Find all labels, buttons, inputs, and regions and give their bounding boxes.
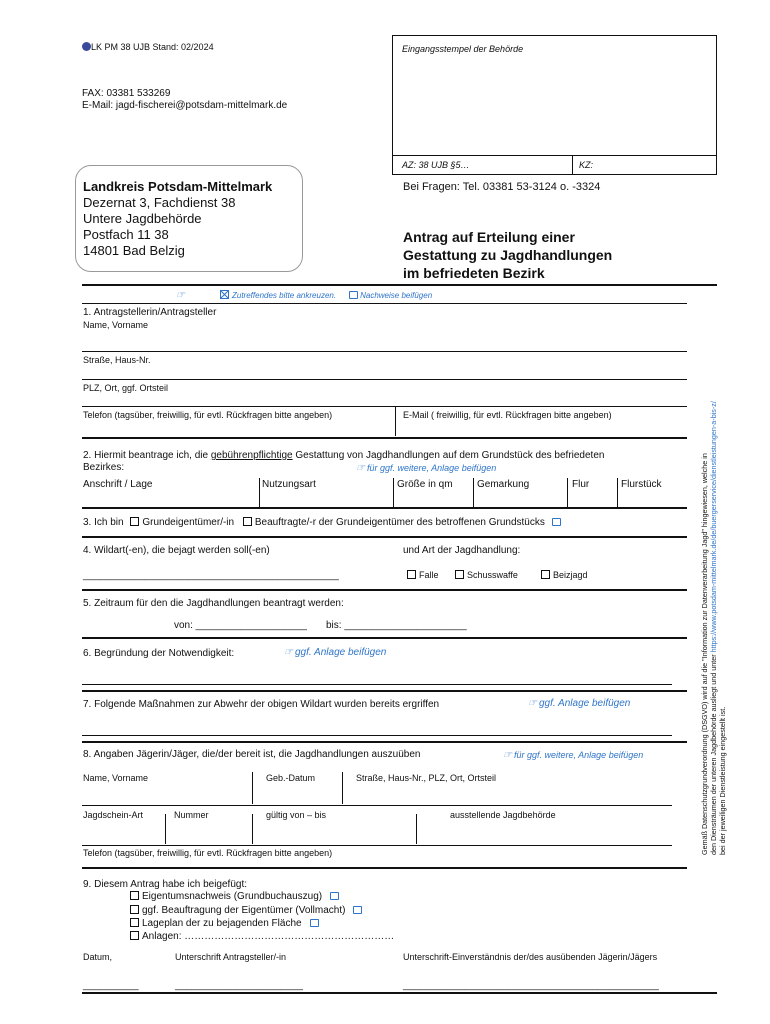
date-label: Datum, bbox=[83, 952, 113, 962]
address-line: Postfach 11 38 bbox=[83, 227, 169, 242]
date-to-input[interactable]: bis: ______________________ bbox=[326, 620, 467, 631]
siteplan-checkbox[interactable] bbox=[130, 918, 139, 927]
applicant-signature-label: Unterschrift Antragsteller/-in bbox=[175, 952, 287, 962]
col-district: Gemarkung bbox=[477, 479, 530, 490]
col-usage: Nutzungsart bbox=[262, 479, 316, 490]
col-parcel: Flur bbox=[572, 479, 590, 490]
pointing-hand-icon: ☞ bbox=[176, 290, 185, 301]
gun-option: Schusswaffe bbox=[455, 570, 518, 580]
license-valid-label: gültig von – bis bbox=[266, 810, 327, 820]
col-plot: Flurstück bbox=[621, 479, 662, 490]
address-line: 14801 Bad Belzig bbox=[83, 243, 185, 258]
section-1-heading: 1. Antragstellerin/Antragsteller bbox=[83, 307, 217, 318]
owner-checkbox[interactable] bbox=[130, 517, 139, 526]
title-line: im befriedeten Bezirk bbox=[403, 265, 545, 281]
attachment-authorization: ggf. Beauftragung der Eigentümer (Vollmacht) bbox=[130, 905, 362, 916]
privacy-line: den Diensträumen der unteren Jagdbehörde ausliegt und unter https://www.potsdam-mittelmark.de/de/buergerservice/dienstleistungen-a-bis-z/ bbox=[709, 401, 718, 855]
pointing-hand-icon: ☞ bbox=[356, 463, 365, 474]
title-line: Gestattung zu Jagdhandlungen bbox=[403, 247, 613, 263]
license-number-label: Nummer bbox=[174, 810, 209, 820]
hunter-signature-label: Unterschrift-Einverständnis der/des ausübenden Jägerin/Jägers bbox=[403, 952, 658, 962]
privacy-link[interactable]: https://www.potsdam-mittelmark.de/de/buergerservice/dienstleistungen-a-bis-z/ bbox=[709, 401, 718, 653]
section-4-label: 4. Wildart(-en), die bejagt werden soll(-en) bbox=[83, 545, 270, 556]
section-2-attach: ☞ für ggf. weitere, Anlage beifügen bbox=[356, 463, 497, 474]
section-8-label: 8. Angaben Jägerin/Jäger, die/der bereit ist, die Jagdhandlungen auszuüben bbox=[83, 749, 421, 760]
stamp-box bbox=[392, 35, 717, 175]
hint-tick: Zutreffendes bitte ankreuzen. bbox=[232, 291, 337, 300]
form-id: LK PM 38 UJB Stand: 02/2024 bbox=[82, 42, 214, 52]
plz-label: PLZ, Ort, ggf. Ortsteil bbox=[83, 383, 169, 393]
email-label: E-Mail ( freiwillig, für evtl. Rückfragen bitte angeben) bbox=[403, 410, 612, 420]
title-line: Antrag auf Erteilung einer bbox=[403, 229, 575, 245]
section-7-label: 7. Folgende Maßnahmen zur Abwehr der obigen Wildart wurden bereits ergriffen bbox=[83, 699, 440, 710]
privacy-notice bbox=[700, 401, 727, 855]
section-4-label2: und Art der Jagdhandlung: bbox=[403, 545, 521, 556]
address-line: Dezernat 3, Fachdienst 38 bbox=[83, 195, 236, 210]
section-9-label: 9. Diesem Antrag habe ich beigefügt: bbox=[83, 879, 247, 890]
section-5-label: 5. Zeitraum für den die Jagdhandlungen beantragt werden: bbox=[83, 598, 344, 609]
document-icon bbox=[353, 906, 362, 914]
attachment-siteplan: Lageplan der zu bejagenden Fläche bbox=[130, 918, 319, 929]
address-line: Untere Jagdbehörde bbox=[83, 211, 202, 226]
recipient-address bbox=[75, 165, 303, 272]
document-icon bbox=[330, 892, 339, 900]
hunter-address-label: Straße, Haus-Nr., PLZ, Ort, Ortsteil bbox=[356, 773, 497, 783]
hunter-dob-label: Geb.-Datum bbox=[266, 773, 316, 783]
date-from-input[interactable]: von: ____________________ bbox=[174, 620, 307, 631]
col-location: Anschrift / Lage bbox=[83, 479, 153, 490]
attachment-other: Anlagen: ……………………………………………………… bbox=[130, 931, 394, 942]
date-input[interactable]: __________ bbox=[83, 980, 139, 991]
other-checkbox[interactable] bbox=[130, 931, 139, 940]
phone-label: Telefon (tagsüber, freiwillig, für evtl. Rückfragen bitte angeben) bbox=[83, 410, 333, 420]
trap-checkbox[interactable] bbox=[407, 570, 416, 579]
license-authority-label: ausstellende Jagdbehörde bbox=[450, 810, 556, 820]
ownership-checkbox[interactable] bbox=[130, 891, 139, 900]
falconry-option: Beizjagd bbox=[541, 570, 588, 580]
game-species-input[interactable]: ______________________________________________ bbox=[83, 570, 339, 581]
gun-checkbox[interactable] bbox=[455, 570, 464, 579]
document-icon bbox=[552, 518, 561, 526]
name-label: Name, Vorname bbox=[83, 320, 149, 330]
document-icon bbox=[349, 291, 358, 299]
contact-phone: Bei Fragen: Tel. 03381 53-3124 o. -3324 bbox=[403, 181, 601, 193]
hint-row bbox=[176, 290, 432, 301]
agent-checkbox[interactable] bbox=[243, 517, 252, 526]
kz-field: KZ: bbox=[579, 160, 594, 170]
stamp-label: Eingangsstempel der Behörde bbox=[402, 44, 524, 54]
trap-option: Falle bbox=[407, 570, 439, 580]
privacy-line: bei der jeweiligen Dienstleistung eingestellt ist. bbox=[718, 706, 727, 855]
hint-attach: Nachweise beifügen bbox=[360, 291, 433, 300]
pointing-hand-icon: ☞ bbox=[503, 750, 512, 761]
az-field: AZ: 38 UJB §5… bbox=[402, 160, 470, 170]
hunter-signature-input[interactable]: ______________________________________________ bbox=[403, 980, 659, 991]
section-3: 3. Ich bin Grundeigentümer/-in Beauftragte/-r der Grundeigentümer des betroffenen Grundstücks bbox=[83, 517, 561, 528]
hunter-name-label: Name, Vorname bbox=[83, 773, 149, 783]
section-6-label: 6. Begründung der Notwendigkeit: bbox=[83, 648, 235, 659]
pointing-hand-icon: ☞ bbox=[284, 647, 293, 658]
section-6-attach: ☞ ggf. Anlage beifügen bbox=[284, 647, 387, 658]
attachment-ownership: Eigentumsnachweis (Grundbuchauszug) bbox=[130, 891, 339, 902]
applicant-signature-input[interactable]: _______________________ bbox=[175, 980, 303, 991]
col-size: Größe in qm bbox=[397, 479, 453, 490]
street-label: Straße, Haus-Nr. bbox=[83, 355, 151, 365]
section-2-text2: Bezirkes: bbox=[83, 462, 125, 473]
section-7-attach: ☞ ggf. Anlage beifügen bbox=[528, 698, 631, 709]
privacy-line: Gemäß Datenschutzgrundverordnung (DSGVO) wird auf die "Information zur Datenverarbeitung Jagd" hingewiesen, welche in bbox=[700, 453, 709, 855]
checked-box-icon bbox=[220, 290, 229, 299]
falconry-checkbox[interactable] bbox=[541, 570, 550, 579]
document-icon bbox=[310, 919, 319, 927]
address-line: Landkreis Potsdam-Mittelmark bbox=[83, 179, 273, 194]
section-8-attach: ☞ für ggf. weitere, Anlage beifügen bbox=[503, 750, 644, 761]
form-title bbox=[403, 228, 612, 282]
license-type-label: Jagdschein-Art bbox=[83, 810, 144, 820]
email-address: E-Mail: jagd-fischerei@potsdam-mittelmark.de bbox=[82, 100, 288, 111]
seal-icon bbox=[82, 42, 91, 51]
section-2-text: 2. Hiermit beantrage ich, die gebührenpflichtige Gestattung von Jagdhandlungen auf dem Grundstück des befriedeten bbox=[83, 450, 605, 461]
pointing-hand-icon: ☞ bbox=[528, 698, 537, 709]
authorization-checkbox[interactable] bbox=[130, 905, 139, 914]
hunter-phone-label: Telefon (tagsüber, freiwillig, für evtl. Rückfragen bitte angeben) bbox=[83, 848, 333, 858]
fax-number: FAX: 03381 533269 bbox=[82, 88, 171, 99]
